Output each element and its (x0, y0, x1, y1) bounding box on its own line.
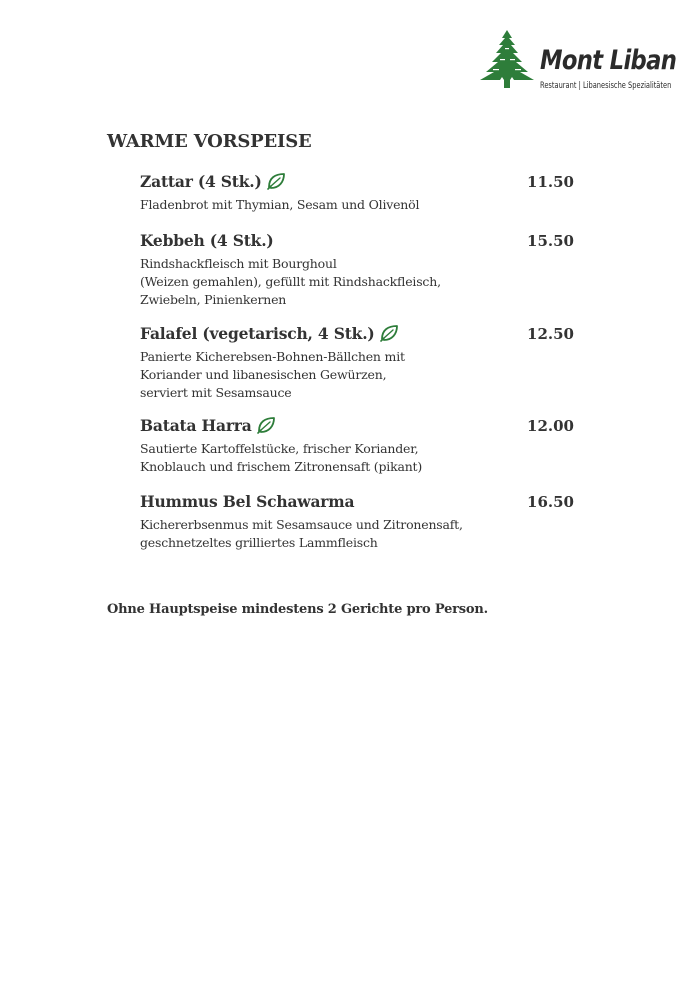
section-title: WARME VORSPEISE (107, 131, 312, 152)
item-description (140, 348, 574, 402)
description-line: geschnetzeltes grilliertes Lammfleisch (140, 535, 378, 550)
item-price: 12.00 (527, 417, 574, 435)
menu-item-batata-harra (140, 415, 574, 476)
brand-tagline: Restaurant | Libanesische Spezialitäten (540, 81, 672, 91)
description-line: Fladenbrot mit Thymian, Sesam und Olivenöl (140, 197, 420, 212)
vegetarian-leaf-icon (267, 172, 287, 190)
description-line: (Weizen gemahlen), gefüllt mit Rindshackfleisch, (140, 274, 441, 289)
menu-item-kebbeh (140, 230, 574, 309)
description-line: Sautierte Kartoffelstücke, frischer Koriander, (140, 441, 419, 456)
menu-item-hummus-bel-schawarma (140, 491, 574, 552)
item-name: Hummus Bel Schawarma (140, 492, 355, 511)
vegetarian-leaf-icon (257, 416, 277, 434)
item-description (140, 196, 574, 214)
minimum-order-note: Ohne Hauptspeise mindestens 2 Gerichte pro Person. (107, 602, 488, 617)
item-price: 12.50 (527, 325, 574, 343)
description-line: Rindshackfleisch mit Bourghoul (140, 256, 337, 271)
item-name: Batata Harra (140, 415, 277, 437)
description-line: Knoblauch und frischem Zitronensaft (pikant) (140, 459, 423, 474)
description-line: Zwiebeln, Pinienkernen (140, 292, 287, 307)
restaurant-logo (476, 28, 677, 98)
description-line: serviert mit Sesamsauce (140, 385, 292, 400)
description-line: Kichererbsenmus mit Sesamsauce und Zitronensaft, (140, 517, 463, 532)
description-line: Koriander und libanesischen Gewürzen, (140, 367, 387, 382)
item-name: Falafel (vegetarisch, 4 Stk.) (140, 323, 400, 345)
description-line: Panierte Kicherebsen-Bohnen-Bällchen mit (140, 349, 405, 364)
item-description (140, 440, 574, 476)
item-price: 15.50 (527, 232, 574, 250)
item-price: 16.50 (527, 493, 574, 511)
item-name: Zattar (4 Stk.) (140, 171, 287, 193)
menu-item-zattar (140, 171, 574, 214)
item-description (140, 516, 574, 552)
menu-item-falafel (140, 323, 574, 402)
item-name: Kebbeh (4 Stk.) (140, 231, 274, 250)
cedar-tree-icon (476, 28, 538, 90)
vegetarian-leaf-icon (380, 324, 400, 342)
brand-name: Mont Liban (540, 45, 677, 76)
item-price: 11.50 (527, 173, 574, 191)
item-description (140, 255, 574, 309)
